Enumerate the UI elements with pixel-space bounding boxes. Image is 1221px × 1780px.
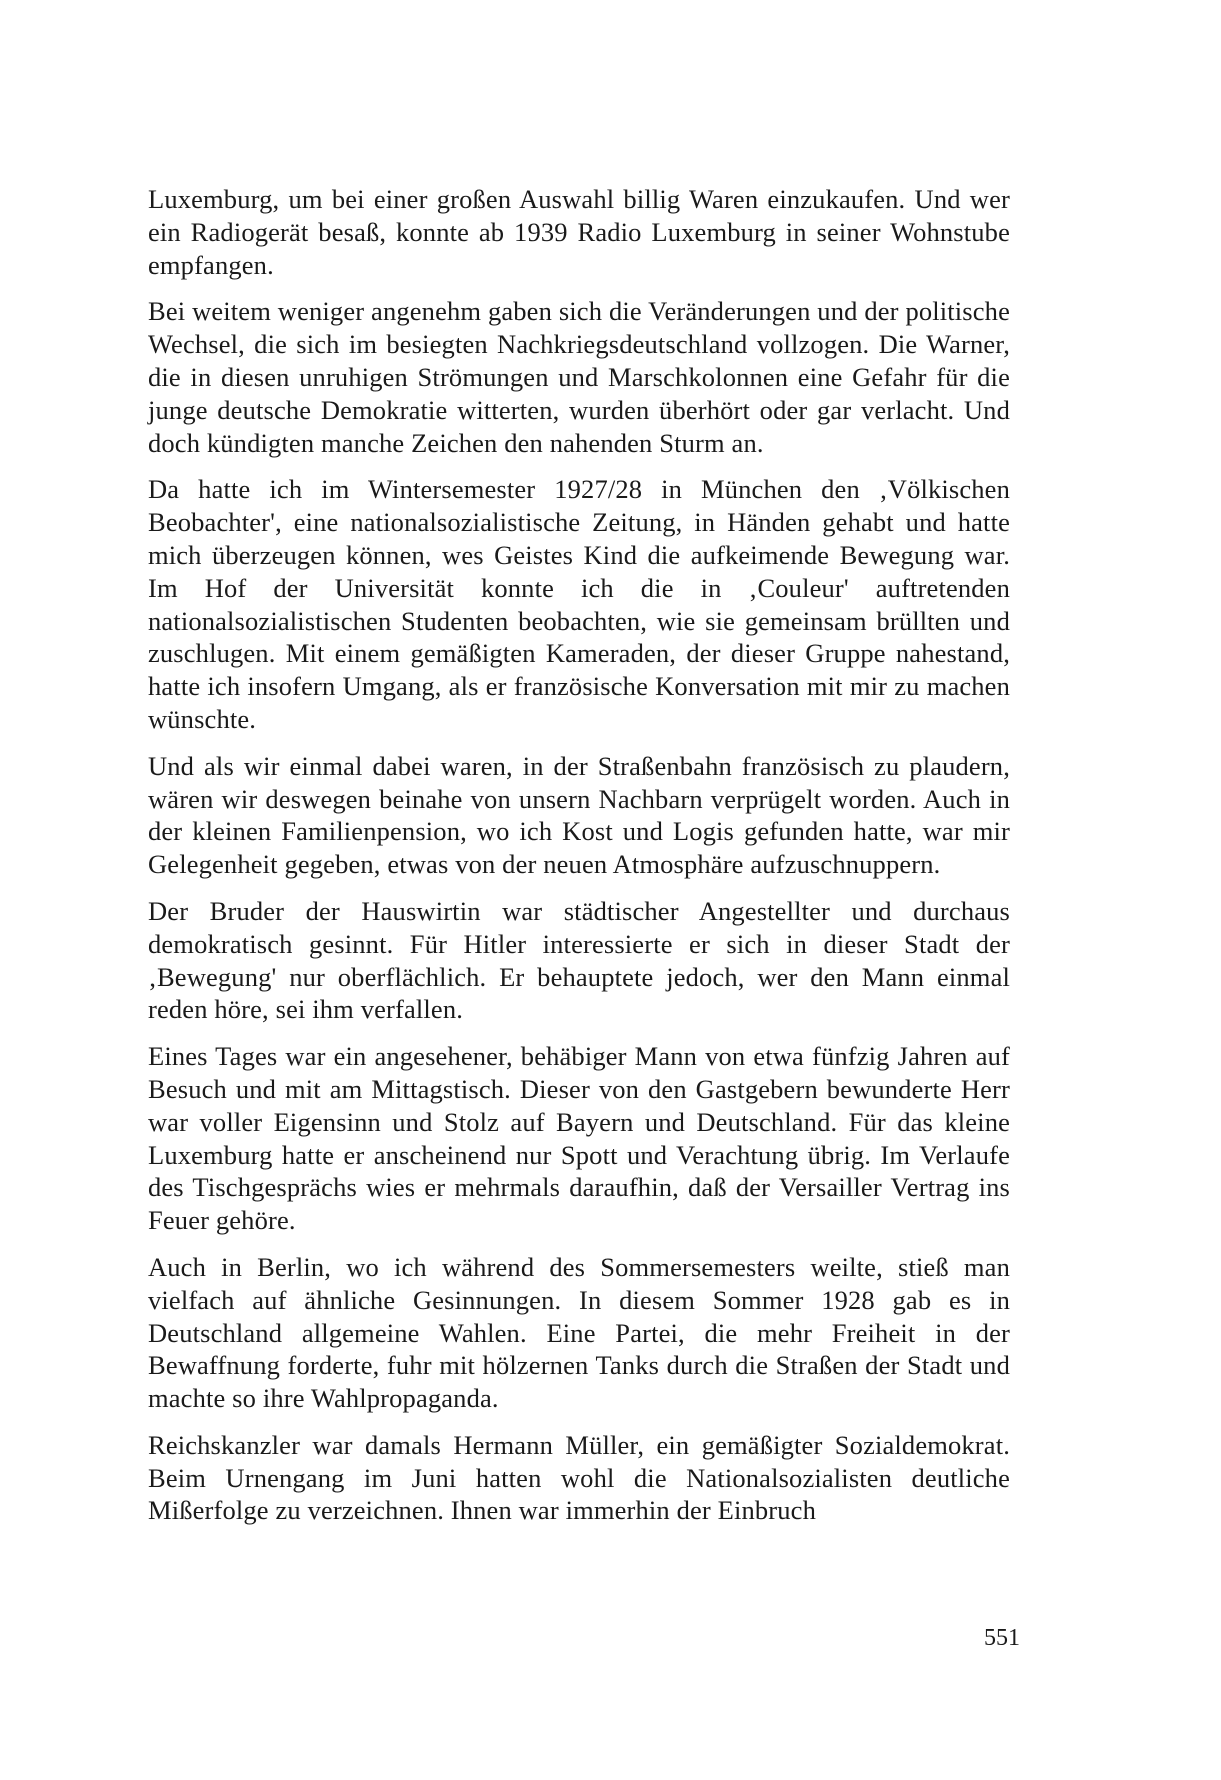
paragraph-1: Luxemburg, um bei einer großen Auswahl billig Waren einzukaufen. Und wer ein Radiogerät besaß, konnte ab 1939 Radio Luxemburg in seiner Wohnstube empfangen. bbox=[148, 184, 1010, 280]
paragraph-5: Der Bruder der Hauswirtin war städtischer Angestellter und durchaus demokratisch gesinnt. Für Hitler interessierte er sich in dieser Stadt der ‚Bewegung' nur oberflächlich. Er behauptete jedoch, wer den Mann einmal reden höre, sei ihm verfallen. bbox=[148, 895, 1010, 1025]
paragraph-4: Und als wir einmal dabei waren, in der Straßenbahn französisch zu plaudern, wären wir deswegen beinahe von unsern Nachbarn verprügelt worden. Auch in der kleinen Familienpension, wo ich Kost und Logis gefunden hatte, war mir Gelegenheit gegeben, etwas von der neuen Atmosphäre aufzuschnuppern. bbox=[148, 750, 1010, 880]
paragraph-2: Bei weitem weniger angenehm gaben sich die Veränderungen und der politische Wechsel, die sich im besiegten Nachkriegsdeutschland vollzogen. Die Warner, die in diesen unruhigen Strömungen und Marschkolonnen eine Gefahr für die junge deutsche Demokratie witterten, wurden überhört oder gar verlacht. Und doch kündigten manche Zeichen den nahenden Sturm an. bbox=[148, 296, 1010, 458]
paragraph-6: Eines Tages war ein angesehener, behäbiger Mann von etwa fünfzig Jahren auf Besuch und mit am Mittagstisch. Dieser von den Gastgebern bewunderte Herr war voller Eigensinn und Stolz auf Bayern und Deutschland. Für das kleine Luxemburg hatte er anscheinend nur Spott und Verachtung übrig. Im Verlaufe des Tischgesprächs wies er mehrmals daraufhin, daß der Versailler Vertrag ins Feuer gehöre. bbox=[148, 1041, 1010, 1236]
paragraph-8: Reichskanzler war damals Hermann Müller, ein gemäßigter Sozialdemokrat. Beim Urnengang im Juni hatten wohl die Nationalsozialisten deutliche Mißerfolge zu verzeichnen. Ihnen war immerhin der Einbruch bbox=[148, 1429, 1010, 1526]
page-body bbox=[148, 183, 1010, 1541]
paragraph-7: Auch in Berlin, wo ich während des Sommersemesters weilte, stieß man vielfach auf ähnliche Gesinnungen. In diesem Sommer 1928 gab es in Deutschland allgemeine Wahlen. Eine Partei, die mehr Freiheit in der Bewaffnung forderte, fuhr mit hölzernen Tanks durch die Straßen der Stadt und machte so ihre Wahlpropaganda. bbox=[148, 1251, 1010, 1414]
page-number: 551 bbox=[984, 1625, 1020, 1651]
paragraph-3: Da hatte ich im Wintersemester 1927/28 in München den ‚Völkischen Beobachter', eine nationalsozialistische Zeitung, in Händen gehabt und hatte mich überzeugen können, wes Geistes Kind die aufkeimende Bewegung war. Im Hof der Universität konnte ich die in ‚Couleur' auftretenden nationalsozialistischen Studenten beobachten, wie sie gemeinsam brüllten und zuschlugen. Mit einem gemäßigten Kameraden, der dieser Gruppe nahestand, hatte ich insofern Umgang, als er französische Konversation mit mir zu machen wünschte. bbox=[148, 474, 1010, 734]
